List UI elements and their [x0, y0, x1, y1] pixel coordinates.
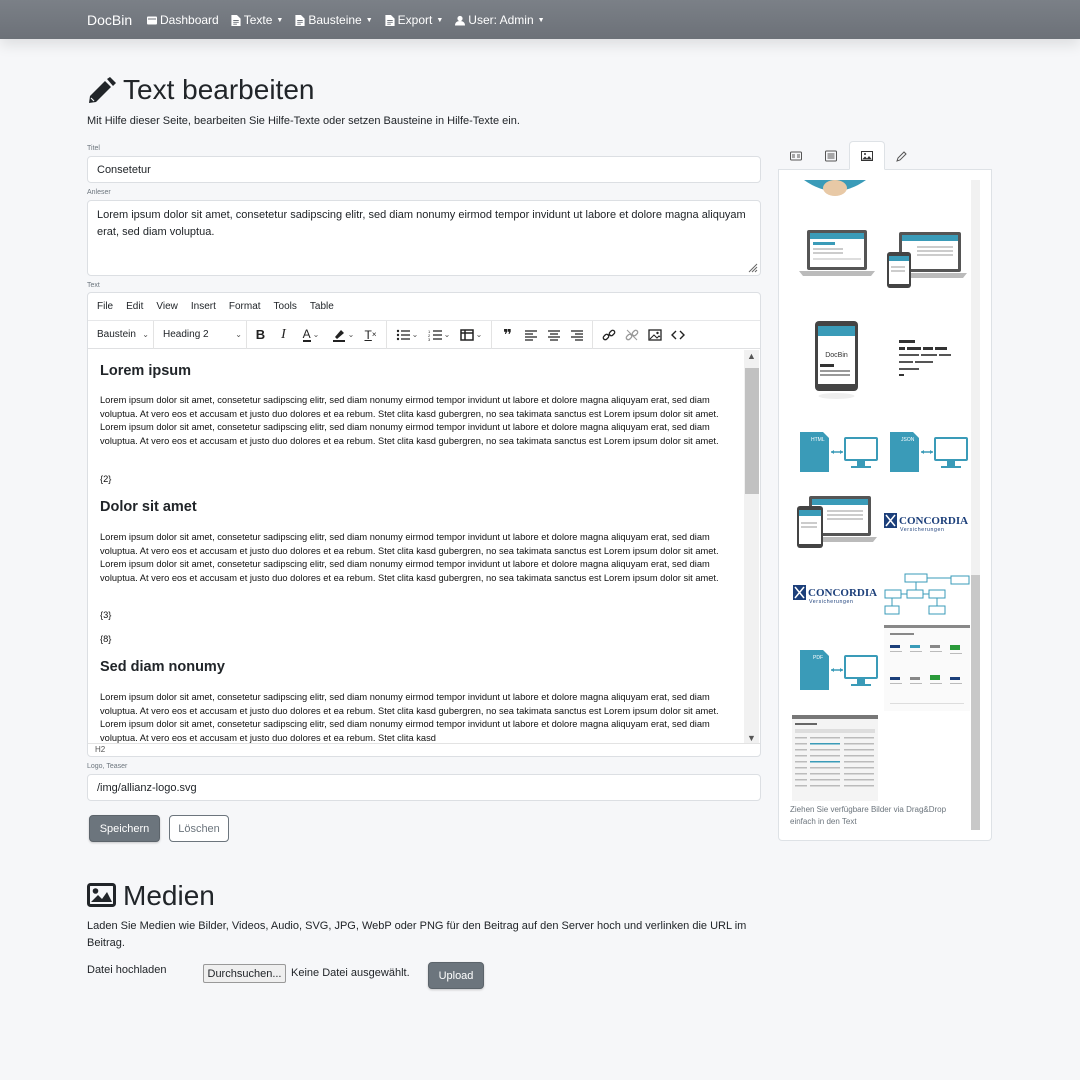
scroll-up-icon[interactable]: ▲ [747, 351, 756, 361]
svg-text:JSON: JSON [901, 437, 915, 443]
element-path[interactable]: H2 [95, 745, 106, 754]
editor-scrollbar[interactable] [744, 350, 759, 744]
gallery-scroll-thumb[interactable] [971, 575, 980, 830]
page-description: Mit Hilfe dieser Seite, bearbeiten Sie Hilfe-Texte oder setzen Bausteine in Hilfe-Texte ein. [87, 115, 520, 127]
italic-icon[interactable]: I [281, 326, 286, 342]
brand-logo[interactable]: DocBin [87, 12, 133, 28]
nav-bausteine-label: Bausteine [308, 13, 362, 27]
caret-down-icon: ▼ [436, 16, 444, 24]
editor-toolbar [88, 321, 760, 349]
file-status: Keine Datei ausgewählt. [291, 967, 410, 979]
gallery-hint-text: Ziehen Sie verfügbare Bilder via Drag&Drop einfach in den Text [790, 805, 947, 826]
anleser-value: Lorem ipsum dolor sit amet, consetetur sadipscing elitr, sed diam nonumy eirmod tempor invidunt ut labore et dolore magna aliquyam erat, sed diam voluptua. [97, 209, 746, 238]
nav-dashboard-label: Dashboard [160, 13, 219, 27]
tablet-doc-label: DocBin [825, 352, 848, 359]
pencil-icon [87, 77, 116, 104]
caret-down-icon: ▼ [537, 16, 545, 24]
concordia-logo-text: CONCORDIA [899, 515, 969, 527]
format-select-value: Heading 2 [163, 329, 209, 340]
logo-teaser-input[interactable] [87, 774, 761, 801]
top-navbar [0, 0, 1080, 39]
tab-bausteine[interactable] [778, 141, 814, 170]
gallery-image-flow-diagram[interactable] [883, 572, 971, 622]
baustein-select-value: Baustein [97, 329, 136, 340]
content-paragraph-3: Lorem ipsum dolor sit amet, consetetur sadipscing elitr, sed diam nonumy eirmod tempor invidunt ut labore et dolore magna aliquyam erat, sed diam voluptua. At vero eos et accusam et justo duo dolores et ea rebum. Stet clita kasd gubergren, no sea takimata sanctus est Lorem ipsum dolor sit amet. Lorem ipsum dolor sit amet, consetetur sadipscing elitr, sed diam nonumy eirmod tempor invidunt ut labore et dolore magna aliquyam erat, sed diam voluptua. At vero eos et accusam et justo duo dolores et ea rebum. Stet clita kasd [100, 692, 719, 744]
tab-texte[interactable] [813, 141, 849, 170]
gallery-scrollbar[interactable] [971, 180, 980, 830]
content-paragraph-2: Lorem ipsum dolor sit amet, consetetur sadipscing elitr, sed diam nonumy eirmod tempor invidunt ut labore et dolore magna aliquyam erat, sed diam voluptua. At vero eos et accusam et justo duo dolores et ea rebum. Stet clita kasd gubergren, no sea takimata sanctus est Lorem ipsum dolor sit amet. Lorem ipsum dolor sit amet, consetetur sadipscing elitr, sed diam nonumy eirmod tempor invidunt ut labore et dolore magna aliquyam erat, sed diam voluptua. At vero eos et accusam et justo duo dolores et ea rebum. Stet clita kasd gubergren, no sea takimata sanctus est Lorem ipsum dolor sit amet. [100, 532, 719, 584]
content-placeholder-8: {8} [100, 634, 112, 644]
gallery-image-devices[interactable] [887, 228, 969, 290]
svg-text:HTML: HTML [811, 437, 825, 443]
unlink-icon[interactable] [620, 323, 643, 347]
nav-user[interactable] [455, 13, 544, 27]
baustein-select[interactable] [88, 321, 154, 349]
link-icon[interactable] [597, 323, 620, 347]
nav-texte[interactable] [231, 13, 284, 27]
concordia-logo-subtext: Versicherungen [900, 527, 945, 533]
anleser-label: Anleser [87, 189, 111, 196]
gallery-image-textlines[interactable] [897, 338, 967, 380]
align-right-icon[interactable] [565, 323, 588, 347]
menu-format[interactable]: Format [228, 301, 261, 312]
align-left-icon[interactable] [519, 323, 542, 347]
delete-button[interactable]: Löschen [169, 815, 229, 842]
upload-button[interactable]: Upload [428, 962, 484, 989]
gallery-image-avatar[interactable] [800, 180, 870, 196]
concordia-logo-text: CONCORDIA [808, 587, 878, 599]
dashboard-icon [147, 15, 157, 26]
insert-image-icon[interactable] [643, 323, 666, 347]
image-icon [87, 883, 116, 907]
editor-scroll-thumb[interactable] [745, 368, 759, 494]
table-icon[interactable]: ⌄ [455, 323, 487, 347]
editor-menubar [88, 293, 760, 321]
svg-text:1: 1 [427, 328, 430, 334]
page-title: Text bearbeiten [123, 74, 315, 105]
pencil-icon [896, 150, 908, 162]
nav-bausteine[interactable] [295, 13, 372, 27]
menu-insert[interactable]: Insert [190, 301, 216, 312]
browse-button[interactable]: Durchsuchen... [203, 964, 286, 983]
gallery-image-laptop[interactable] [797, 228, 877, 283]
content-paragraph-1: Lorem ipsum dolor sit amet, consetetur sadipscing elitr, sed diam nonumy eirmod tempor invidunt ut labore et dolore magna aliquyam erat, sed diam voluptua. At vero eos et accusam et justo duo dolores et ea rebum. Stet clita kasd gubergren, no sea takimata sanctus est Lorem ipsum dolor sit amet. Lorem ipsum dolor sit amet, consetetur sadipscing elitr, sed diam nonumy eirmod tempor invidunt ut labore et dolore magna aliquyam erat, sed diam voluptua. At vero eos et accusam et justo duo dolores et ea rebum. Stet clita kasd gubergren, no sea takimata sanctus est Lorem ipsum dolor sit amet. [100, 395, 719, 447]
gallery-image-pdf-export[interactable] [799, 646, 879, 692]
caret-down-icon: ▼ [365, 16, 373, 24]
align-center-icon[interactable] [542, 323, 565, 347]
gallery-image-json-export[interactable] [889, 428, 969, 474]
document-icon [231, 15, 241, 26]
gallery-image-concordia-logo-2[interactable] [792, 582, 880, 606]
content-placeholder-3: {3} [100, 610, 112, 620]
document-icon [385, 15, 395, 26]
content-heading-3: Sed diam nonumy [100, 659, 225, 675]
concordia-logo-subtext: Versicherungen [809, 599, 854, 605]
source-code-icon[interactable] [666, 323, 689, 347]
resize-grip-icon[interactable] [746, 261, 758, 273]
numbered-list-icon[interactable]: 1 2 3 ⌄ [427, 328, 451, 342]
menu-edit[interactable]: Edit [126, 301, 144, 312]
scroll-down-icon[interactable]: ▼ [747, 733, 756, 743]
list-icon [825, 150, 837, 162]
gallery-image-table-screenshot[interactable] [792, 715, 878, 801]
blockquote-icon[interactable]: ❞ [503, 326, 512, 344]
logo-teaser-label: Logo, Teaser [87, 763, 128, 770]
card-icon [790, 150, 802, 162]
content-heading-2: Dolor sit amet [100, 499, 197, 515]
menu-table[interactable]: Table [309, 301, 334, 312]
chevron-down-icon: ⌄ [235, 330, 242, 339]
media-description: Laden Sie Medien wie Bilder, Videos, Audio, SVG, JPG, WebP oder PNG für den Beitrag auf den Server hoch und verlinken die URL im Beitrag. [87, 920, 747, 949]
user-icon [455, 15, 465, 26]
image-icon [861, 150, 873, 162]
media-gallery-panel [778, 169, 992, 841]
menu-view[interactable]: View [156, 301, 178, 312]
save-button[interactable]: Speichern [89, 815, 160, 842]
editor-statusbar [88, 743, 760, 756]
media-title: Medien [123, 880, 215, 911]
gallery-image-tablet[interactable] [814, 320, 859, 400]
content-heading-1: Lorem ipsum [100, 363, 192, 379]
editor-content[interactable] [88, 350, 744, 744]
gallery-image-html-export[interactable] [799, 428, 879, 474]
format-select[interactable] [154, 321, 247, 349]
nav-menu [147, 13, 545, 27]
titel-label: Titel [87, 145, 100, 152]
nav-dashboard[interactable] [147, 13, 219, 27]
anleser-textarea[interactable] [87, 200, 761, 276]
highlight-icon[interactable]: ⌄ [327, 323, 359, 347]
titel-value: Consetetur [97, 164, 151, 176]
text-color-icon[interactable]: A ⌄ [302, 326, 320, 341]
content-placeholder-2: {2} [100, 474, 112, 484]
tab-bilder[interactable] [849, 141, 885, 170]
logo-teaser-value: /img/allianz-logo.svg [97, 782, 197, 794]
menu-tools[interactable]: Tools [273, 301, 297, 312]
nav-export-label: Export [397, 13, 433, 27]
menu-file[interactable]: File [97, 301, 114, 312]
text-label: Text [87, 282, 100, 289]
nav-export[interactable] [385, 13, 444, 27]
gallery-image-devices-2[interactable] [797, 492, 879, 554]
caret-down-icon: ▼ [276, 16, 284, 24]
upload-label: Datei hochladen [87, 964, 167, 976]
svg-text:2: 2 [427, 332, 430, 338]
svg-text:PDF: PDF [813, 655, 823, 661]
bullet-list-icon[interactable]: ⌄ [391, 323, 423, 347]
document-icon [295, 15, 305, 26]
bold-icon[interactable]: B [255, 327, 266, 342]
clear-format-icon[interactable]: T × [364, 327, 377, 342]
svg-text:3: 3 [427, 336, 430, 342]
gallery-image-concordia-logo[interactable] [883, 510, 971, 534]
nav-user-label: User: Admin [468, 13, 534, 27]
titel-input[interactable] [87, 156, 761, 183]
tab-edit[interactable] [884, 141, 920, 170]
rich-text-editor[interactable] [87, 292, 761, 757]
gallery-image-screenshot-grid[interactable] [884, 625, 970, 711]
nav-texte-label: Texte [243, 13, 273, 27]
chevron-down-icon: ⌄ [142, 330, 149, 339]
